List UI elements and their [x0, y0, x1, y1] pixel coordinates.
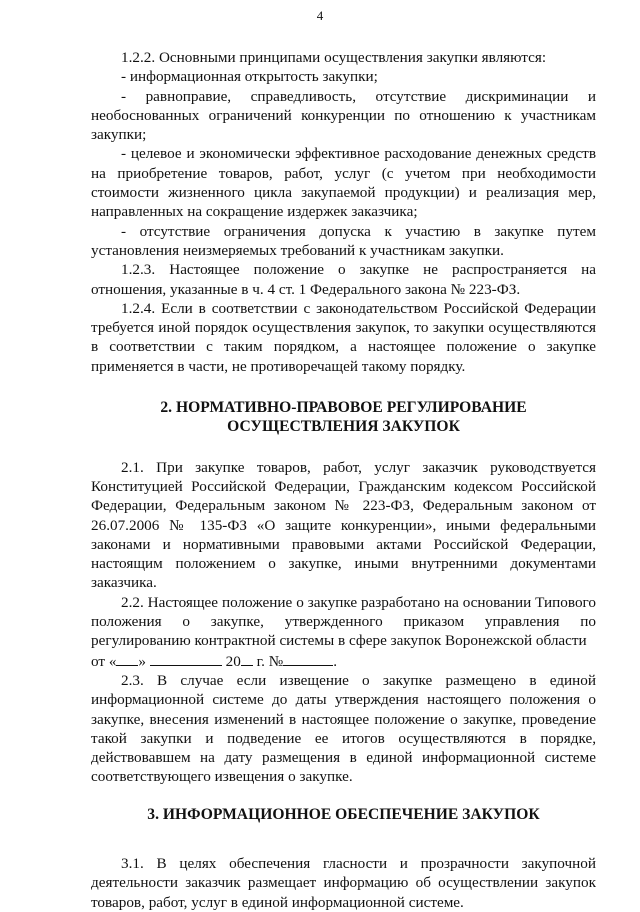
paragraph-1-2-2: 1.2.2. Основными принципами осуществления закупки являются: [121, 49, 547, 66]
section-heading-3 [91, 805, 596, 824]
date-line-end: . [333, 652, 337, 670]
section-heading-2 [91, 398, 596, 437]
list-item-openness: - информационная открытость закупки; [121, 68, 378, 86]
paragraph-1-2-4: 1.2.4. Если в соответствии с законодательством Российской Федерации требуется иной порядок осуществления закупок, то закупки осуществляются в соответствии с таким порядком, а настоящее положение о закупке применяется в части, не противоречащей такому порядку. [91, 299, 596, 375]
order-number-blank [283, 651, 333, 666]
page-number: 4 [316, 8, 324, 23]
section-heading-3-line-1: 3. ИНФОРМАЦИОННОЕ ОБЕСПЕЧЕНИЕ ЗАКУПОК [147, 805, 540, 823]
list-item-equality: - равноправие, справедливость, отсутствие дискриминации и необоснованных ограничений конкуренции по отношению к участникам закупки; [91, 87, 596, 144]
paragraph-3-1: 3.1. В целях обеспечения гласности и прозрачности закупочной деятельности заказчик размещает информацию об осуществлении закупок товаров, работ, услуг в единой информационной системе. [91, 854, 596, 911]
paragraph-2-1: 2.1. При закупке товаров, работ, услуг заказчик руководствуется Конституцией Российской Федерации, Гражданским кодексом Российской Федерации, Федеральным законом № 223-ФЗ, Федеральным законом от 26.07.2006 № 135-ФЗ «О защите конкуренции», иными федеральными законами и нормативными правовыми актами Российской Федерации, настоящим положением о закупке, иными внутренними документами заказчика. [91, 458, 596, 592]
date-line-close-quote: » [138, 652, 150, 670]
date-line-prefix: от « [91, 652, 117, 670]
date-line-year: 20 [221, 652, 241, 670]
paragraph-2-2: 2.2. Настоящее положение о закупке разработано на основании Типового положения о закупке, утвержденного приказом управления по регулированию контрактной системы в сфере закупок Воронежской области [91, 593, 596, 650]
year-blank [241, 651, 253, 666]
section-heading-2-line-2: ОСУЩЕСТВЛЕНИЯ ЗАКУПОК [227, 418, 460, 436]
section-heading-2-line-1: 2. НОРМАТИВНО-ПРАВОВОЕ РЕГУЛИРОВАНИЕ [160, 399, 527, 417]
list-item-no-restrictions: - отсутствие ограничения допуска к участию в закупке путем установления неизмеряемых требований к участникам закупки. [91, 222, 596, 259]
month-blank [150, 651, 222, 666]
paragraph-1-2-3: 1.2.3. Настоящее положение о закупке не распространяется на отношения, указанные в ч. 4 ст. 1 Федерального закона № 223-ФЗ. [91, 261, 596, 298]
document-body [91, 48, 596, 912]
paragraph-2-3: 2.3. В случае если извещение о закупке размещено в единой информационной системе до даты утверждения настоящего положения о закупке, внесения изменений в настоящее положение о закупке, проведение такой закупки и подведение ее итогов осуществляются в порядке, действовавшем на дату размещения в единой информационной системе соответствующего извещения о закупке. [91, 671, 596, 786]
day-blank [116, 651, 138, 666]
list-item-efficiency: - целевое и экономически эффективное расходование денежных средств на приобретение товаров, работ, услуг (с учетом при необходимости стоимости жизненного цикла закупаемой продукции) и реализация мер, направленных на сокращение издержек заказчика; [91, 145, 596, 221]
date-line-number-label: г. № [252, 652, 284, 670]
approval-date-line [91, 651, 596, 671]
